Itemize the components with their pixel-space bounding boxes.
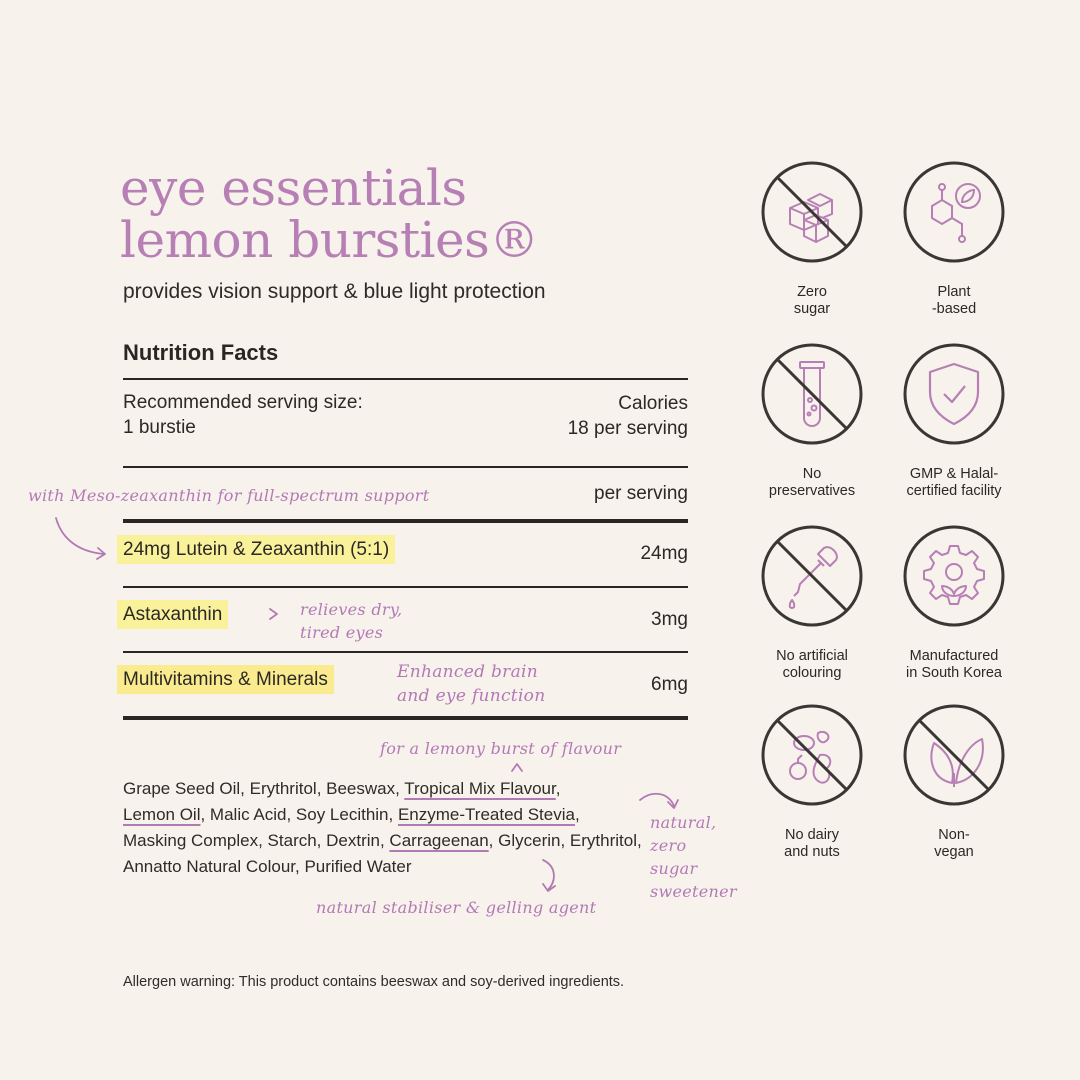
- no-dropper-icon: [760, 524, 864, 628]
- badge-non-vegan: [879, 703, 1029, 861]
- meso-zeaxanthin-note: with Meso-zeaxanthin for full-spectrum support: [28, 486, 430, 505]
- per-serving-label: per serving: [594, 483, 688, 504]
- ingredients-text: , Masking Complex, Starch, Dextrin,: [123, 805, 580, 850]
- badge-label: Plant -based: [931, 284, 977, 317]
- badge-label: Manufactured in South Korea: [906, 648, 1002, 681]
- nutrient-amount: 6mg: [651, 674, 688, 695]
- gear-flower-icon: [902, 524, 1006, 628]
- badge-label: Non- vegan: [934, 827, 974, 860]
- arrow-flavour: [512, 764, 522, 771]
- badge-no-artificial-colouring: [737, 524, 887, 682]
- multivitamin-note-line2: and eye function: [397, 686, 546, 706]
- product-subtitle: provides vision support & blue light protection: [123, 280, 546, 303]
- badge-manufactured-korea: [879, 524, 1029, 682]
- ingredient-tropical-mix: Tropical Mix Flavour: [404, 779, 556, 798]
- astaxanthin-note-line2: tired eyes: [300, 623, 384, 642]
- stevia-note-line4: sweetener: [650, 882, 737, 901]
- ingredient-lemon-oil: Lemon Oil: [123, 805, 201, 824]
- nutrient-amount: 3mg: [651, 609, 688, 630]
- no-nuts-icon: [760, 703, 864, 807]
- badge-gmp-halal: [879, 342, 1029, 500]
- ingredients-text: , Malic Acid, Soy Lecithin,: [200, 805, 398, 824]
- badge-label: Zero sugar: [793, 284, 831, 317]
- ingredient-carrageenan: Carrageenan: [389, 831, 489, 850]
- badge-label: No preservatives: [768, 466, 856, 499]
- badge-zero-sugar: [737, 160, 887, 318]
- ingredients-list: [123, 776, 643, 880]
- serving-size-value: 1 burstie: [123, 417, 196, 438]
- product-title-line2: lemon bursties®: [120, 211, 539, 269]
- arrow-astaxanthin: [270, 609, 277, 619]
- shield-check-icon: [902, 342, 1006, 446]
- calories-value: 18 per serving: [567, 418, 688, 439]
- product-title-line1: eye essentials: [120, 159, 467, 217]
- plant-molecule-icon: [902, 160, 1006, 264]
- badge-plant-based: [879, 160, 1029, 318]
- stevia-note-line3: sugar: [650, 859, 698, 878]
- astaxanthin-note-line1: relieves dry,: [300, 600, 403, 619]
- stevia-note-line1: natural,: [650, 813, 717, 832]
- ingredient-stevia: Enzyme-Treated Stevia: [397, 805, 575, 824]
- ingredients-text: Grape Seed Oil, Erythritol, Beeswax,: [123, 779, 405, 798]
- nutrient-amount: 24mg: [640, 543, 688, 564]
- badge-no-preservatives: [737, 342, 887, 500]
- stevia-note-line2: zero: [650, 836, 687, 855]
- badge-label: No artificial colouring: [776, 648, 848, 681]
- nutrition-facts-heading: Nutrition Facts: [123, 340, 279, 365]
- allergen-warning: Allergen warning: This product contains beeswax and soy-derived ingredients.: [123, 974, 625, 990]
- arrow-meso: [56, 518, 104, 554]
- badge-label: GMP & Halal- certified facility: [906, 466, 1002, 499]
- calories-label: Calories: [618, 393, 688, 414]
- nutrient-name: Astaxanthin: [117, 600, 228, 629]
- flavour-note: for a lemony burst of flavour: [380, 739, 622, 758]
- ingredients-text: ,: [555, 779, 561, 798]
- multivitamin-note-line1: Enhanced brain: [397, 662, 538, 682]
- carrageenan-note: natural stabiliser & gelling agent: [316, 898, 597, 917]
- nutrient-name: 24mg Lutein & Zeaxanthin (5:1): [117, 535, 395, 564]
- no-leaf-icon: [902, 703, 1006, 807]
- no-test-tube-icon: [760, 342, 864, 446]
- nutrient-name: Multivitamins & Minerals: [117, 665, 334, 694]
- badge-label: No dairy and nuts: [784, 827, 840, 860]
- no-sugar-cubes-icon: [760, 160, 864, 264]
- badge-no-dairy-nuts: [737, 703, 887, 861]
- ingredients-text: , Glycerin, Erythritol, Annatto Natural Colour, Purified Water: [123, 831, 642, 876]
- serving-size-label: Recommended serving size:: [123, 392, 363, 413]
